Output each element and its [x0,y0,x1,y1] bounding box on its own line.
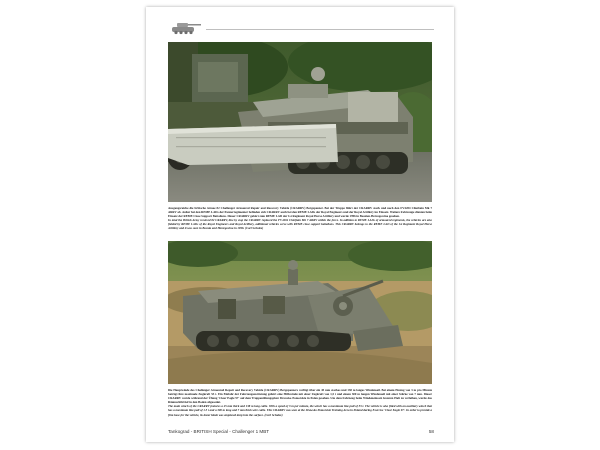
footer-title: Tankograd - BRITISH Special - Challenger 1 MBT [168,429,270,434]
caption-top [168,206,432,240]
caption-bottom [168,388,432,424]
caption-bottom-english: The main winch of the CRARRV features a 45 mm thick and 138 m long cable. With a speed of 3 m per minute, the winch has a maximum line pull of 53 t. The vehicle is also fitted with an auxiliary winch that has a maximum line pull of 1.5 t and a 300 m long and 7 mm thick wire cable. This CRARRV was seen at the Drawsko Pomorskie Training Area in Poland during Exercise 'Clear Eagle 97'. In order to provide a firm base for the vehicle, its dozer blade was emplaced deep into the surface. (Carl Schulze) [168,404,433,417]
challenger-crarrv-dozer-blade-photo [168,42,432,202]
caption-top-english: In total the British Army received 82 CRARRV, line by stop the CRARRV replaced the FV4204 Chieftain Mk 7 ARRV within the force. In addition to REME LADs of armoured regiments, the vehicles are also fielded by REME LADs of the Royal Engineers and Royal Artillery, additional vehicles serve with REME close support battalions. This CRARRV belongs to the REME LAD of the 1st Regiment Royal Horse Artillery and it was seen in Bosnia and Herzegovina in 1996. (Carl Schulze) [168,218,432,231]
tank-silhouette-icon [166,18,202,36]
book-page [146,7,454,442]
page-number: 58 [428,429,434,434]
caption-top-german: Ausgangsreiche die britische Armee 82 Challenger Armoured Repair and Recovery Vehicle (CRARRV) Bergepanzer. Bei der Truppe führt der CRARRV stark und nach den FV4204 Chieftain Mk 7 ARRV ab. Außer bei den REME LADs der Panzerregimenter befinden sich CRARRV auch bei den REME LADs der Royal Engineers und der Royal Artillery im Einsatz. Weitere Fahrzeuge dienten beim Einsatz der REME Close Support Battalions. Dieser CRARRV gehört zum REME LAD der 1st Regiment Royal Horse Artillery und wurde 1996 in Bosnien-Herzegowina gesehen. [168,206,432,219]
challenger-crarrv-with-crane-photo [168,241,432,384]
caption-bottom-german: Die Hauptwinde des Challenger Armoured Repair and Recovery Vehicle (CRARRV) Bergepanzers verfügt über ein 45 mm starkes und 138 m langes Windenseil. Bei einem Einzug von 3 m pro Minute beträgt ihre maximale Zugkraft 53 t. Ein Einfahr der Fahrzeugausrüstung gehört eine Hilfswinde mit einer Zugkraft von 1,5 t und einem 300 m langen Windenseil mit einer Stärke von 7 mm. Dieser CRARRV wurde während der Übung 'Clear Eagle 97' auf dem Truppenübungsplatz Drawsko Pomorskie in Polen gesehen. Um dem Fahrzeug beim Windeneinsatz festeren Halt zu verleihen, wurde das Räumschild tief in den Boden abgesenkt. [168,388,432,405]
header-rule [206,29,434,30]
